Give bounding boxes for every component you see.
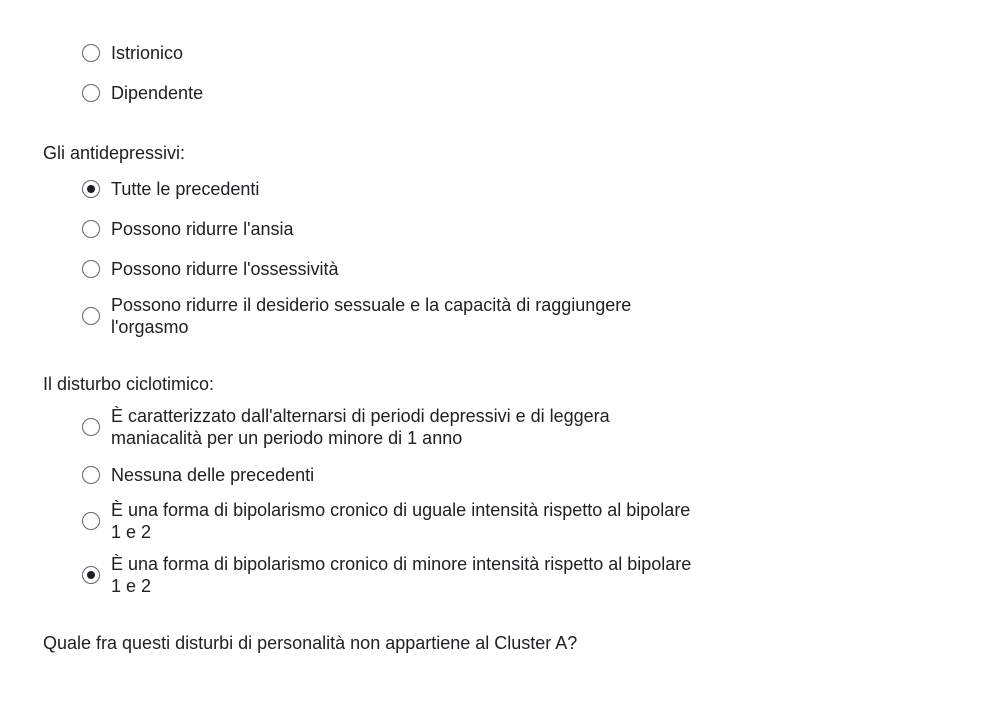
option-label: Possono ridurre l'ossessività bbox=[111, 259, 339, 279]
option-ridurre-ansia[interactable] bbox=[82, 218, 732, 240]
option-minore-intensita[interactable] bbox=[82, 553, 732, 597]
option-uguale-intensita[interactable] bbox=[82, 499, 732, 543]
option-alternarsi-periodi[interactable] bbox=[82, 405, 732, 449]
option-label: Nessuna delle precedenti bbox=[111, 465, 315, 485]
question-antidepressivi: Gli antidepressivi: bbox=[43, 143, 186, 163]
option-label: Dipendente bbox=[111, 83, 204, 103]
option-ridurre-ossessivita[interactable] bbox=[82, 258, 732, 280]
radio-button[interactable] bbox=[82, 307, 100, 325]
question-cluster-a: Quale fra questi disturbi di personalità non appartiene al Cluster A? bbox=[43, 633, 578, 653]
radio-button[interactable] bbox=[82, 44, 100, 62]
option-label: Possono ridurre l'ansia bbox=[111, 219, 294, 239]
radio-button[interactable] bbox=[82, 512, 100, 530]
radio-button[interactable] bbox=[82, 260, 100, 278]
radio-button[interactable] bbox=[82, 566, 100, 584]
radio-button[interactable] bbox=[82, 418, 100, 436]
question-disturbo-ciclotimico: Il disturbo ciclotimico: bbox=[43, 374, 215, 394]
option-ridurre-desiderio[interactable] bbox=[82, 294, 732, 338]
option-label: È una forma di bipolarismo cronico di minore intensità rispetto al bipolare 1 e 2 bbox=[111, 554, 692, 596]
option-label: Possono ridurre il desiderio sessuale e la capacità di raggiungere l'orgasmo bbox=[111, 295, 632, 337]
option-istrionico[interactable] bbox=[82, 42, 732, 64]
option-label: Istrionico bbox=[111, 43, 184, 63]
radio-button[interactable] bbox=[82, 180, 100, 198]
option-dipendente[interactable] bbox=[82, 82, 732, 104]
radio-button[interactable] bbox=[82, 220, 100, 238]
option-label: Tutte le precedenti bbox=[111, 179, 260, 199]
option-tutte-le-precedenti[interactable] bbox=[82, 178, 732, 200]
radio-button[interactable] bbox=[82, 84, 100, 102]
option-label: È caratterizzato dall'alternarsi di periodi depressivi e di leggera maniacalità per un periodo minore di 1 anno bbox=[111, 406, 610, 448]
option-nessuna-delle-precedenti[interactable] bbox=[82, 464, 732, 486]
option-label: È una forma di bipolarismo cronico di uguale intensità rispetto al bipolare 1 e 2 bbox=[111, 500, 691, 542]
radio-button[interactable] bbox=[82, 466, 100, 484]
